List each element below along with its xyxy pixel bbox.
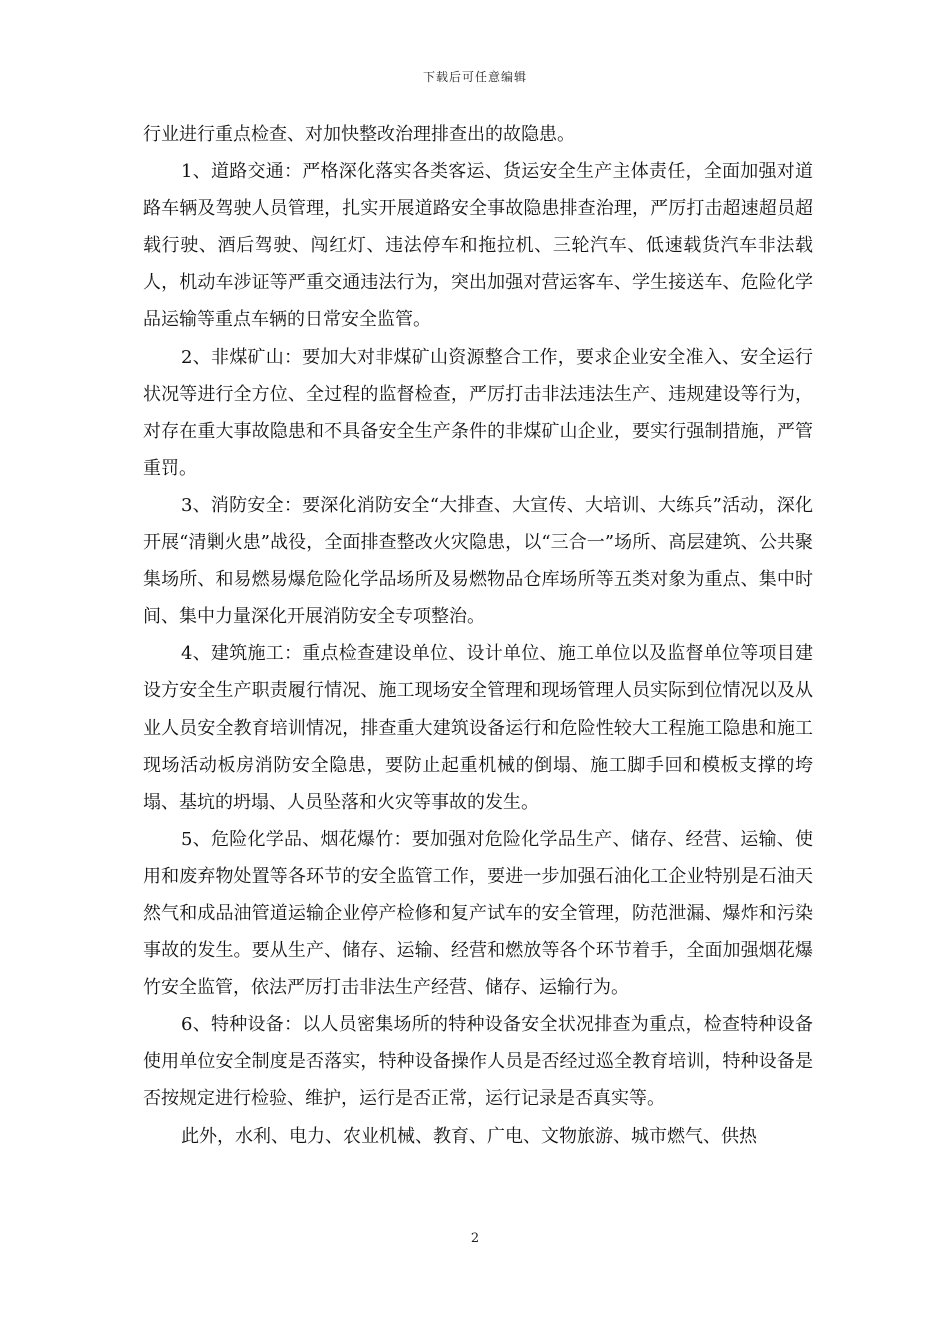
paragraph-non-coal-mines: 2、非煤矿山：要加大对非煤矿山资源整合工作，要求企业安全准入、安全运行状况等进行全方位、全过程的监督检查，严厉打击非法违法生产、违规建设等行为，对存在重大事故隐患和不具备安全生产条件的非煤矿山企业，要实行强制措施，严管重罚。 (143, 346, 813, 479)
paragraph-fire-safety: 3、消防安全：要深化消防安全“大排查、大宣传、大培训、大练兵”活动，深化开展“清剿火患”战役，全面排查整改火灾隐患，以“三合一”场所、高层建筑、公共聚集场所、和易燃易爆危险化学品场所及易燃物品仓库场所等五类对象为重点、集中时间、集中力量深化开展消防安全专项整治。 (143, 494, 813, 628)
paragraph-road-traffic: 1、道路交通：严格深化落实各类客运、货运安全生产主体责任，全面加强对道路车辆及驾驶人员管理，扎实开展道路安全事故隐患排查治理，严厉打击超速超员超载行驶、酒后驾驶、闯红灯、违法停车和拖拉机、三轮汽车、低速载货汽车非法载人，机动车涉证等严重交通违法行为，突出加强对营运客车、学生接送车、危险化学品运输等重点车辆的日常安全监管。 (143, 161, 813, 331)
paragraph-other-sectors: 此外，水利、电力、农业机械、教育、广电、文物旅游、城市燃气、供热 (181, 1125, 757, 1147)
paragraph-construction: 4、建筑施工：重点检查建设单位、设计单位、施工单位以及监督单位等项目建设方安全生产职责履行情况、施工现场安全管理和现场管理人员实际到位情况以及从业人员安全教育培训情况，排查重大建筑设备运行和危险性较大工程施工隐患和施工现场活动板房消防安全隐患，要防止起重机械的倒塌、施工脚手回和模板支撑的垮塌、基坑的坍塌、人员坠落和火灾等事故的发生。 (143, 643, 813, 813)
page-header: 下载后可任意编辑 (422, 70, 527, 84)
paragraph-hazardous-chemicals: 5、危险化学品、烟花爆竹：要加强对危险化学品生产、储存、经营、运输、使用和废弃物处置等各环节的安全监管工作，要进一步加强石油化工企业特别是石油天然气和成品油管道运输企业停产检修和复产试车的安全管理，防范泄漏、爆炸和污染事故的发生。要从生产、储存、运输、经营和燃放等各个环节着手，全面加强烟花爆竹安全监管，依法严厉打击非法生产经营、储存、运输行为。 (143, 828, 813, 999)
paragraph-continuation: 行业进行重点检查、对加快整改治理排查出的故隐患。 (143, 124, 575, 145)
paragraph-special-equipment: 6、特种设备：以人员密集场所的特种设备安全状况排查为重点，检查特种设备使用单位安全制度是否落实，特种设备操作人员是否经过巡全教育培训，特种设备是否按规定进行检验、维护，运行是否正常，运行记录是否真实等。 (143, 1014, 813, 1110)
page-number: 2 (470, 1231, 480, 1246)
document-body (143, 116, 813, 1155)
